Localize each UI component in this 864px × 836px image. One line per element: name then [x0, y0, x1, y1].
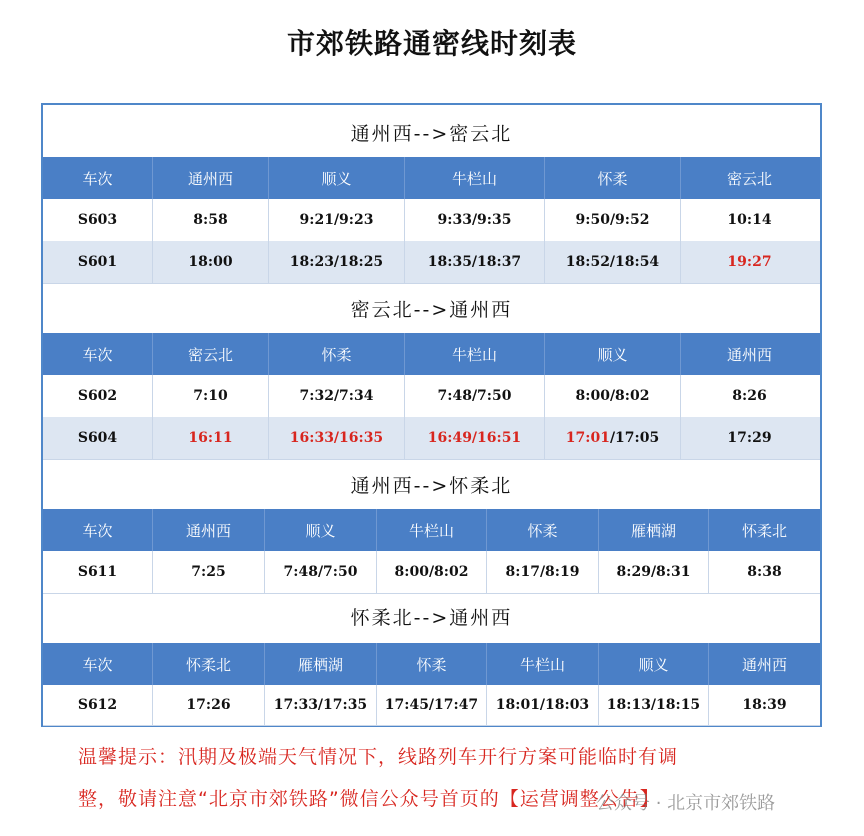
cell-text: 17:45/17:47	[384, 697, 479, 713]
time-cell	[709, 685, 820, 725]
time-cell	[545, 199, 681, 241]
train-number	[43, 199, 153, 241]
time-cell	[153, 551, 265, 593]
column-header: 怀柔北	[153, 643, 265, 685]
cell-text: 8:29/8:31	[616, 564, 691, 580]
cell-text: 16:49/16:51	[427, 430, 522, 446]
column-header: 牛栏山	[405, 157, 545, 199]
table-header	[43, 643, 820, 685]
cell-text: S602	[77, 388, 118, 404]
time-cell	[269, 199, 405, 241]
page-title: 市郊铁路通密线时刻表	[286, 27, 577, 60]
cell-text: 16:11	[188, 430, 233, 446]
time-cell	[153, 685, 265, 725]
cell-text: 18:35/18:37	[427, 254, 522, 270]
train-number	[43, 417, 153, 459]
cell-text: 8:00/8:02	[575, 388, 650, 404]
column-header: 通州西	[153, 509, 265, 551]
cell-text: 17:26	[186, 697, 231, 713]
train-number	[43, 241, 153, 283]
time-cell	[487, 685, 599, 725]
time-cell	[405, 241, 545, 283]
cell-text: 18:23/18:25	[289, 254, 384, 270]
time-cell	[599, 551, 709, 593]
table-row	[43, 685, 820, 726]
time-cell	[377, 551, 487, 593]
time-cell	[545, 417, 681, 459]
cell-text: 16:33/16:35	[289, 430, 384, 446]
cell-text: 8:58	[193, 212, 228, 228]
time-cell	[153, 241, 269, 283]
cell-text: 7:25	[191, 564, 226, 580]
column-header: 密云北	[153, 333, 269, 375]
cell-text: 9:33/9:35	[437, 212, 512, 228]
table-header	[43, 157, 820, 199]
table-header	[43, 333, 820, 375]
cell-text: S604	[77, 430, 118, 446]
column-header: 密云北	[726, 169, 772, 188]
cell-text: 8:17/8:19	[505, 564, 580, 580]
time-cell	[377, 685, 487, 725]
column-header: 车次	[43, 333, 153, 375]
section-heading: 通州西-->怀柔北	[350, 475, 513, 497]
column-header: 车次	[43, 643, 153, 685]
watermark: 公众号 · 北京市郊铁路	[596, 793, 776, 814]
cell-text: 8:00/8:02	[394, 564, 469, 580]
cell-text: 18:00	[188, 254, 233, 270]
time-cell	[681, 417, 818, 459]
time-cell	[599, 685, 709, 725]
cell-text: S611	[77, 564, 118, 580]
column-header: 车次	[43, 157, 153, 199]
cell-text: 17:01	[565, 430, 610, 446]
column-header: 牛栏山	[405, 333, 545, 375]
cell-text-suffix: /17:05	[609, 430, 660, 446]
time-cell	[681, 199, 818, 241]
cell-text: S601	[77, 254, 118, 270]
cell-text: 8:26	[732, 388, 767, 404]
column-header: 通州西	[726, 345, 772, 364]
table-row	[43, 199, 820, 242]
column-header: 顺义	[265, 509, 377, 551]
time-cell	[405, 199, 545, 241]
section-heading: 通州西-->密云北	[350, 123, 513, 145]
cell-text: 7:10	[193, 388, 228, 404]
cell-text: 19:27	[727, 254, 772, 270]
time-cell	[153, 417, 269, 459]
cell-text: 7:48/7:50	[437, 388, 512, 404]
section-heading: 怀柔北-->通州西	[350, 607, 513, 629]
column-header: 怀柔	[269, 333, 405, 375]
cell-text: 9:21/9:23	[299, 212, 374, 228]
train-number	[43, 551, 153, 593]
table-row	[43, 375, 820, 418]
time-cell	[709, 551, 820, 593]
cell-text: 17:33/17:35	[273, 697, 368, 713]
table-row	[43, 417, 820, 460]
time-cell	[269, 417, 405, 459]
column-header: 顺义	[599, 643, 709, 685]
column-header: 顺义	[545, 333, 681, 375]
cell-text: 18:13/18:15	[606, 697, 701, 713]
table-row	[43, 241, 820, 284]
column-header: 牛栏山	[377, 509, 487, 551]
time-cell	[269, 241, 405, 283]
time-cell	[153, 199, 269, 241]
column-header: 怀柔	[545, 157, 681, 199]
table-header	[43, 509, 820, 551]
time-cell	[269, 375, 405, 417]
column-header: 顺义	[269, 157, 405, 199]
column-header: 通州西	[153, 157, 269, 199]
cell-text: S612	[77, 697, 118, 713]
train-number	[43, 375, 153, 417]
cell-text: 18:39	[742, 697, 787, 713]
time-cell	[681, 241, 818, 283]
time-cell	[153, 375, 269, 417]
time-cell	[405, 417, 545, 459]
cell-text: 10:14	[727, 212, 772, 228]
column-header: 怀柔	[487, 509, 599, 551]
cell-text: 18:52/18:54	[565, 254, 660, 270]
time-cell	[545, 241, 681, 283]
time-cell	[681, 375, 818, 417]
column-header: 怀柔北	[741, 521, 787, 540]
cell-text: 17:29	[727, 430, 772, 446]
time-cell	[405, 375, 545, 417]
time-cell	[265, 685, 377, 725]
cell-text: S603	[77, 212, 118, 228]
column-header: 车次	[43, 509, 153, 551]
table-row	[43, 551, 820, 594]
train-number	[43, 685, 153, 725]
cell-text: 9:50/9:52	[575, 212, 650, 228]
time-cell	[545, 375, 681, 417]
notice-line-1: 温馨提示：汛期及极端天气情况下，线路列车开行方案可能临时有调	[78, 746, 679, 768]
column-header: 雁栖湖	[599, 509, 709, 551]
column-header: 通州西	[741, 655, 787, 674]
cell-text: 7:32/7:34	[299, 388, 374, 404]
time-cell	[265, 551, 377, 593]
column-header: 雁栖湖	[265, 643, 377, 685]
time-cell	[487, 551, 599, 593]
cell-text: 8:38	[747, 564, 782, 580]
section-heading: 密云北-->通州西	[350, 299, 513, 321]
column-header: 牛栏山	[487, 643, 599, 685]
cell-text: 18:01/18:03	[495, 697, 590, 713]
notice-line-2: 整，敬请注意“北京市郊铁路”微信公众号首页的【运营调整公告】	[78, 788, 660, 810]
column-header: 怀柔	[377, 643, 487, 685]
cell-text: 7:48/7:50	[283, 564, 358, 580]
timetable-frame	[41, 103, 822, 727]
